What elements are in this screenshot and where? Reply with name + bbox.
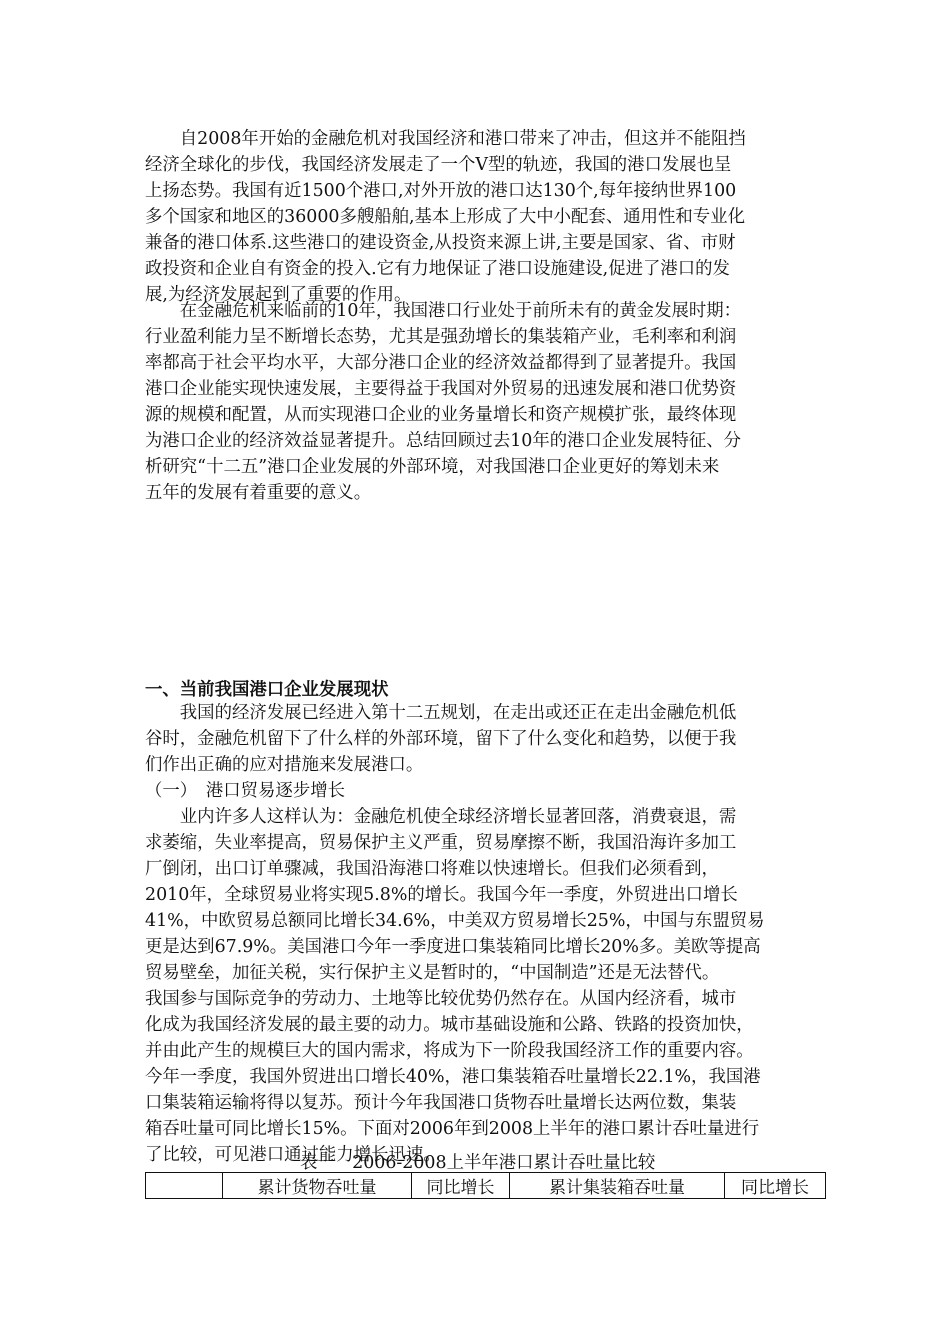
text-line: 求萎缩，失业率提高，贸易保护主义严重，贸易摩擦不断，我国沿海许多加工 [145,833,737,853]
text-line: 行业盈利能力呈不断增长态势，尤其是强劲增长的集装箱产业，毛利率和利润 [145,327,737,347]
text-line: 口集装箱运输将得以复苏。预计今年我国港口货物吞吐量增长达两位数，集装 [145,1093,737,1113]
table-header-cell: 累计集装箱吞吐量 [510,1173,725,1199]
text-line: 政投资和企业自有资金的投入.它有力地保证了港口设施建设,促进了港口的发 [145,259,730,279]
subsection-heading: （一） 港口贸易逐步增长 [145,781,345,801]
section-paragraph-2 [145,804,811,1168]
section-paragraph-1 [145,700,811,804]
text-line: 业内许多人这样认为：金融危机使全球经济增长显著回落，消费衰退，需 [145,807,737,827]
text-line: 2010年，全球贸易业将实现5.8%的增长。我国今年一季度，外贸进出口增长 [145,885,738,905]
text-line: 谷时，金融危机留下了什么样的外部环境，留下了什么变化和趋势，以便于我 [145,729,737,749]
throughput-table [145,1172,826,1199]
text-line: 源的规模和配置，从而实现港口企业的业务量增长和资产规模扩张，最终体现 [145,405,737,425]
text-line: 更是达到67.9%。美国港口今年一季度进口集装箱同比增长20%多。美欧等提高 [145,937,761,957]
text-line: 了比较，可见港口通过能力增长迅速。 [145,1145,441,1165]
text-line: 41%，中欧贸易总额同比增长34.6%，中美双方贸易增长25%，中国与东盟贸易 [145,911,765,931]
text-line: 我国的经济发展已经进入第十二五规划，在走出或还正在走出金融危机低 [145,703,737,723]
text-line: 五年的发展有着重要的意义。 [145,483,372,503]
text-line: 多个国家和地区的36000多艘船舶,基本上形成了大中小配套、通用性和专业化 [145,207,745,227]
table-header-cell: 同比增长 [725,1173,826,1199]
table-header-cell [146,1173,223,1199]
text-line: 析研究“十二五”港口企业发展的外部环境，对我国港口企业更好的筹划未来 [145,457,720,477]
text-line: 贸易壁垒，加征关税，实行保护主义是暂时的，“中国制造”还是无法替代。 [145,963,720,983]
text-line: 上扬态势。我国有近1500个港口,对外开放的港口达130个,每年接纳世界100 [145,181,737,201]
text-line: 展,为经济发展起到了重要的作用。 [145,285,412,305]
text-line: 在金融危机来临前的10年，我国港口行业处于前所未有的黄金发展时期： [145,301,742,321]
table-header-cell: 同比增长 [412,1173,510,1199]
intro-paragraph-1 [145,126,811,308]
section-heading: 一、当前我国港口企业发展现状 [145,680,389,700]
table-header-cell: 累计货物吞吐量 [223,1173,412,1199]
text-line: 箱吞吐量可同比增长15%。下面对2006年到2008上半年的港口累计吞吐量进行 [145,1119,760,1139]
text-line: 率都高于社会平均水平，大部分港口企业的经济效益都得到了显著提升。我国 [145,353,737,373]
text-line: 化成为我国经济发展的最主要的动力。城市基础设施和公路、铁路的投资加快， [145,1015,754,1035]
table-header-row [146,1173,826,1199]
text-line: 我国参与国际竞争的劳动力、土地等比较优势仍然存在。从国内经济看，城市 [145,989,737,1009]
intro-paragraph-2 [145,298,811,506]
text-line: 港口企业能实现快速发展，主要得益于我国对外贸易的迅速发展和港口优势资 [145,379,737,399]
text-line: 并由此产生的规模巨大的国内需求，将成为下一阶段我国经济工作的重要内容。 [145,1041,754,1061]
text-line: 为港口企业的经济效益显著提升。总结回顾过去10年的港口企业发展特征、分 [145,431,742,451]
text-line: 兼备的港口体系.这些港口的建设资金,从投资来源上讲,主要是国家、省、市财 [145,233,736,253]
text-line: 今年一季度，我国外贸进出口增长40%，港口集装箱吞吐量增长22.1%，我国港 [145,1067,761,1087]
text-line: 厂倒闭，出口订单骤减，我国沿海港口将难以快速增长。但我们必须看到， [145,859,719,879]
text-line: 们作出正确的应对措施来发展港口。 [145,755,424,775]
table-caption: 表一 2006-2008上半年港口累计吞吐量比较 [300,1153,656,1173]
text-line: 经济全球化的步伐，我国经济发展走了一个V型的轨迹，我国的港口发展也呈 [145,155,732,175]
text-line: 自2008年开始的金融危机对我国经济和港口带来了冲击，但这并不能阻挡 [145,129,746,149]
